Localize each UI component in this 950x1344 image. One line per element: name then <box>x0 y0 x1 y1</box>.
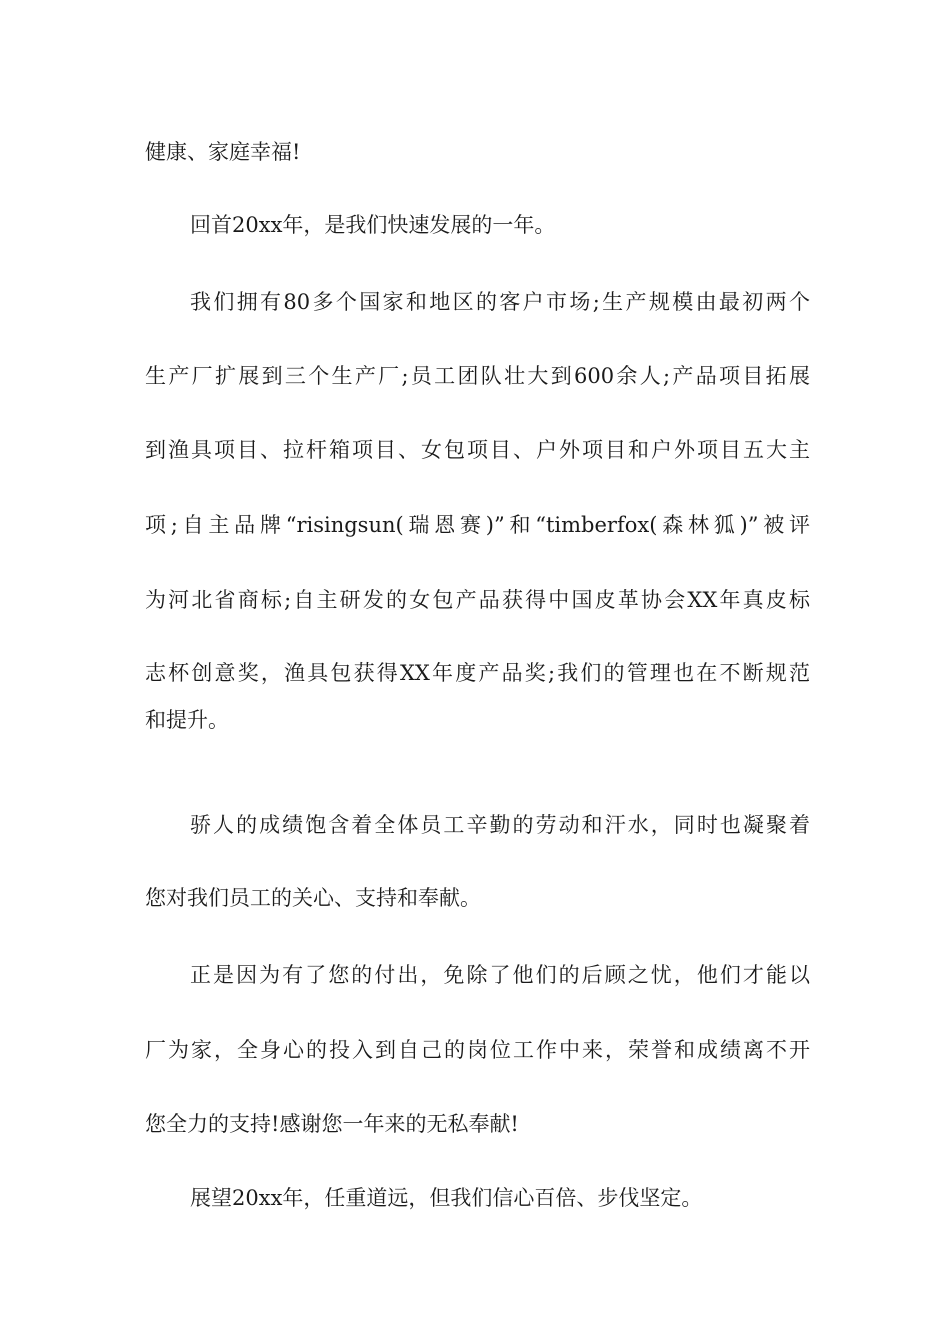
text-line: 您对我们员工的关心、支持和奉献。 <box>145 886 481 910</box>
text-line: 骄人的成绩饱含着全体员工辛勤的劳动和汗水，同时也凝聚着 <box>190 813 810 837</box>
text-line: 展望20xx年，任重道远，但我们信心百倍、步伐坚定。 <box>190 1186 703 1210</box>
text-line: 生产厂扩展到三个生产厂;员工团队壮大到600余人;产品项目拓展 <box>145 364 810 388</box>
text-line: 您全力的支持!感谢您一年来的无私奉献! <box>145 1112 519 1136</box>
text-line: 和提升。 <box>145 708 229 732</box>
text-line: 回首20xx年，是我们快速发展的一年。 <box>190 213 556 237</box>
text-line: 项;自主品牌“risingsun(瑞恩赛)”和“timberfox(森林狐)”被评 <box>145 513 810 537</box>
text-line: 志杯创意奖，渔具包获得XX年度产品奖;我们的管理也在不断规范 <box>145 661 810 685</box>
text-line: 正是因为有了您的付出，免除了他们的后顾之忧，他们才能以 <box>190 963 810 987</box>
text-line: 为河北省商标;自主研发的女包产品获得中国皮革协会XX年真皮标 <box>145 588 810 612</box>
text-line: 我们拥有80多个国家和地区的客户市场;生产规模由最初两个 <box>190 290 810 314</box>
text-line: 厂为家，全身心的投入到自己的岗位工作中来，荣誉和成绩离不开 <box>145 1038 810 1062</box>
text-line: 健康、家庭幸福! <box>145 140 301 164</box>
text-line: 到渔具项目、拉杆箱项目、女包项目、户外项目和户外项目五大主 <box>145 438 810 462</box>
